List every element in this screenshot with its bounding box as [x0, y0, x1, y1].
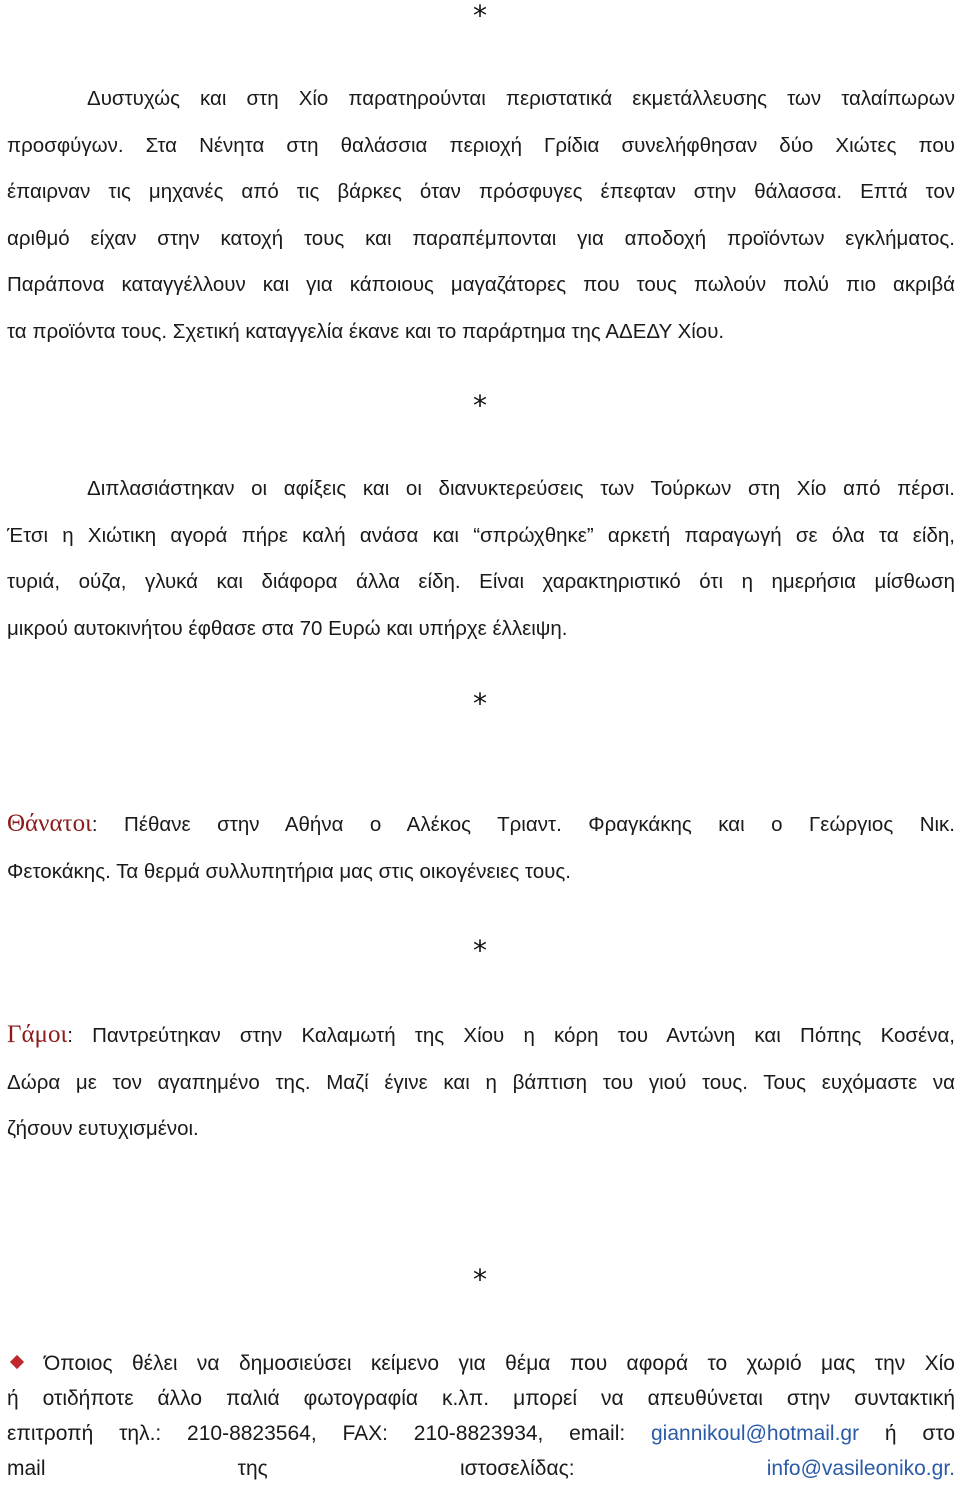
text-line: Παράπονα καταγγέλλουν και για κάποιους μαγαζάτορες που τους πωλούν πολύ πιο ακριβά: [7, 273, 955, 296]
text-line: ή οτιδήποτε άλλο παλιά φωτογραφία κ.λπ. μπορεί να απευθύνεται στην συντακτική: [7, 1387, 955, 1410]
text-line: αριθμό είχαν στην κατοχή τους και παραπέμπονται για αποδοχή προϊόντων εγκλήματος.: [7, 226, 955, 250]
text-line: ζήσουν ευτυχισμένοι.: [7, 1117, 199, 1140]
deaths-label: Θάνατοι: [7, 810, 92, 837]
footer-line-1: Όποιος θέλει να δημοσιεύσει κείμενο για θέμα που αφορά το χωριό μας την Χίο: [44, 1352, 955, 1375]
paragraph-refugee-exploitation: [7, 76, 955, 355]
footer-line-3: επιτροπή τηλ.: 210-8823564, FAX: 210-8823934, email:: [7, 1422, 651, 1445]
text-line: Έτσι η Χιώτικη αγορά πήρε καλή ανάσα και “σπρώχθηκε” αρκετή παραγωγή σε όλα τα είδη,: [7, 523, 955, 547]
footer-line-3-end: ή στο: [859, 1422, 955, 1445]
footer-line-4: mail της ιστοσελίδας:: [7, 1457, 767, 1480]
text-line: έπαιρναν τις μηχανές από τις βάρκες όταν πρόσφυγες έπεφταν στην θάλασσα. Επτά τον: [7, 180, 955, 203]
weddings-text: : Παντρεύτηκαν στην Καλαμωτή της Χίου η κόρη του Αντώνη και Πόπης Κοσένα,: [67, 1024, 955, 1047]
text-line: [7, 1416, 955, 1451]
text-line: [7, 1346, 955, 1381]
diamond-bullet-icon: [10, 1355, 24, 1369]
text-line: [7, 1451, 955, 1486]
text-line: μικρού αυτοκινήτου έφθασε στα 70 Ευρώ και υπήρχε έλλειψη.: [7, 616, 568, 640]
contact-notice: [7, 1346, 955, 1486]
text-line: προσφύγων. Στα Νένητα στη θαλάσσια περιοχή Γρίδια συνελήφθησαν δύο Χιώτες που: [7, 133, 955, 157]
deaths-text: : Πέθανε στην Αθήνα ο Αλέκος Τριαντ. Φραγκάκης και ο Γεώργιος Νικ.: [91, 813, 955, 836]
text-line: τυριά, ούζα, γλυκά και διάφορα άλλα είδη. Είναι χαρακτηριστικό ότι η ημερήσια μίσθωση: [7, 570, 955, 593]
separator-star: *: [473, 389, 487, 422]
text-line: [7, 1012, 955, 1060]
separator-star: *: [473, 687, 487, 720]
separator-star: *: [473, 1263, 487, 1296]
paragraph-turkish-visitors: [7, 466, 955, 652]
text-line: Διπλασιάστηκαν οι αφίξεις και οι διανυκτερεύσεις των Τούρκων στη Χίο από πέρσι.: [87, 477, 955, 500]
separator-star: *: [473, 0, 487, 32]
site-email-link[interactable]: info@vasileoniko.gr.: [766, 1457, 955, 1480]
separator-star: *: [473, 934, 487, 967]
email-link[interactable]: giannikoul@hotmail.gr: [651, 1422, 860, 1445]
weddings-label: Γάμοι: [7, 1021, 68, 1048]
text-line: [7, 801, 955, 849]
text-line: Δώρα με τον αγαπημένο της. Μαζί έγινε και η βάπτιση του γιού τους. Τους ευχόμαστε να: [7, 1070, 955, 1094]
text-line: Δυστυχώς και στη Χίο παρατηρούνται περιστατικά εκμετάλλευσης των ταλαίπωρων: [87, 87, 955, 110]
paragraph-weddings: [7, 1012, 955, 1153]
text-line: Φετοκάκης. Τα θερμά συλλυπητήρια μας στις οικογένειες τους.: [7, 859, 571, 883]
paragraph-deaths: [7, 801, 955, 895]
text-line: τα προϊόντα τους. Σχετική καταγγελία έκανε και το παράρτημα της ΑΔΕΔΥ Χίου.: [7, 319, 725, 343]
